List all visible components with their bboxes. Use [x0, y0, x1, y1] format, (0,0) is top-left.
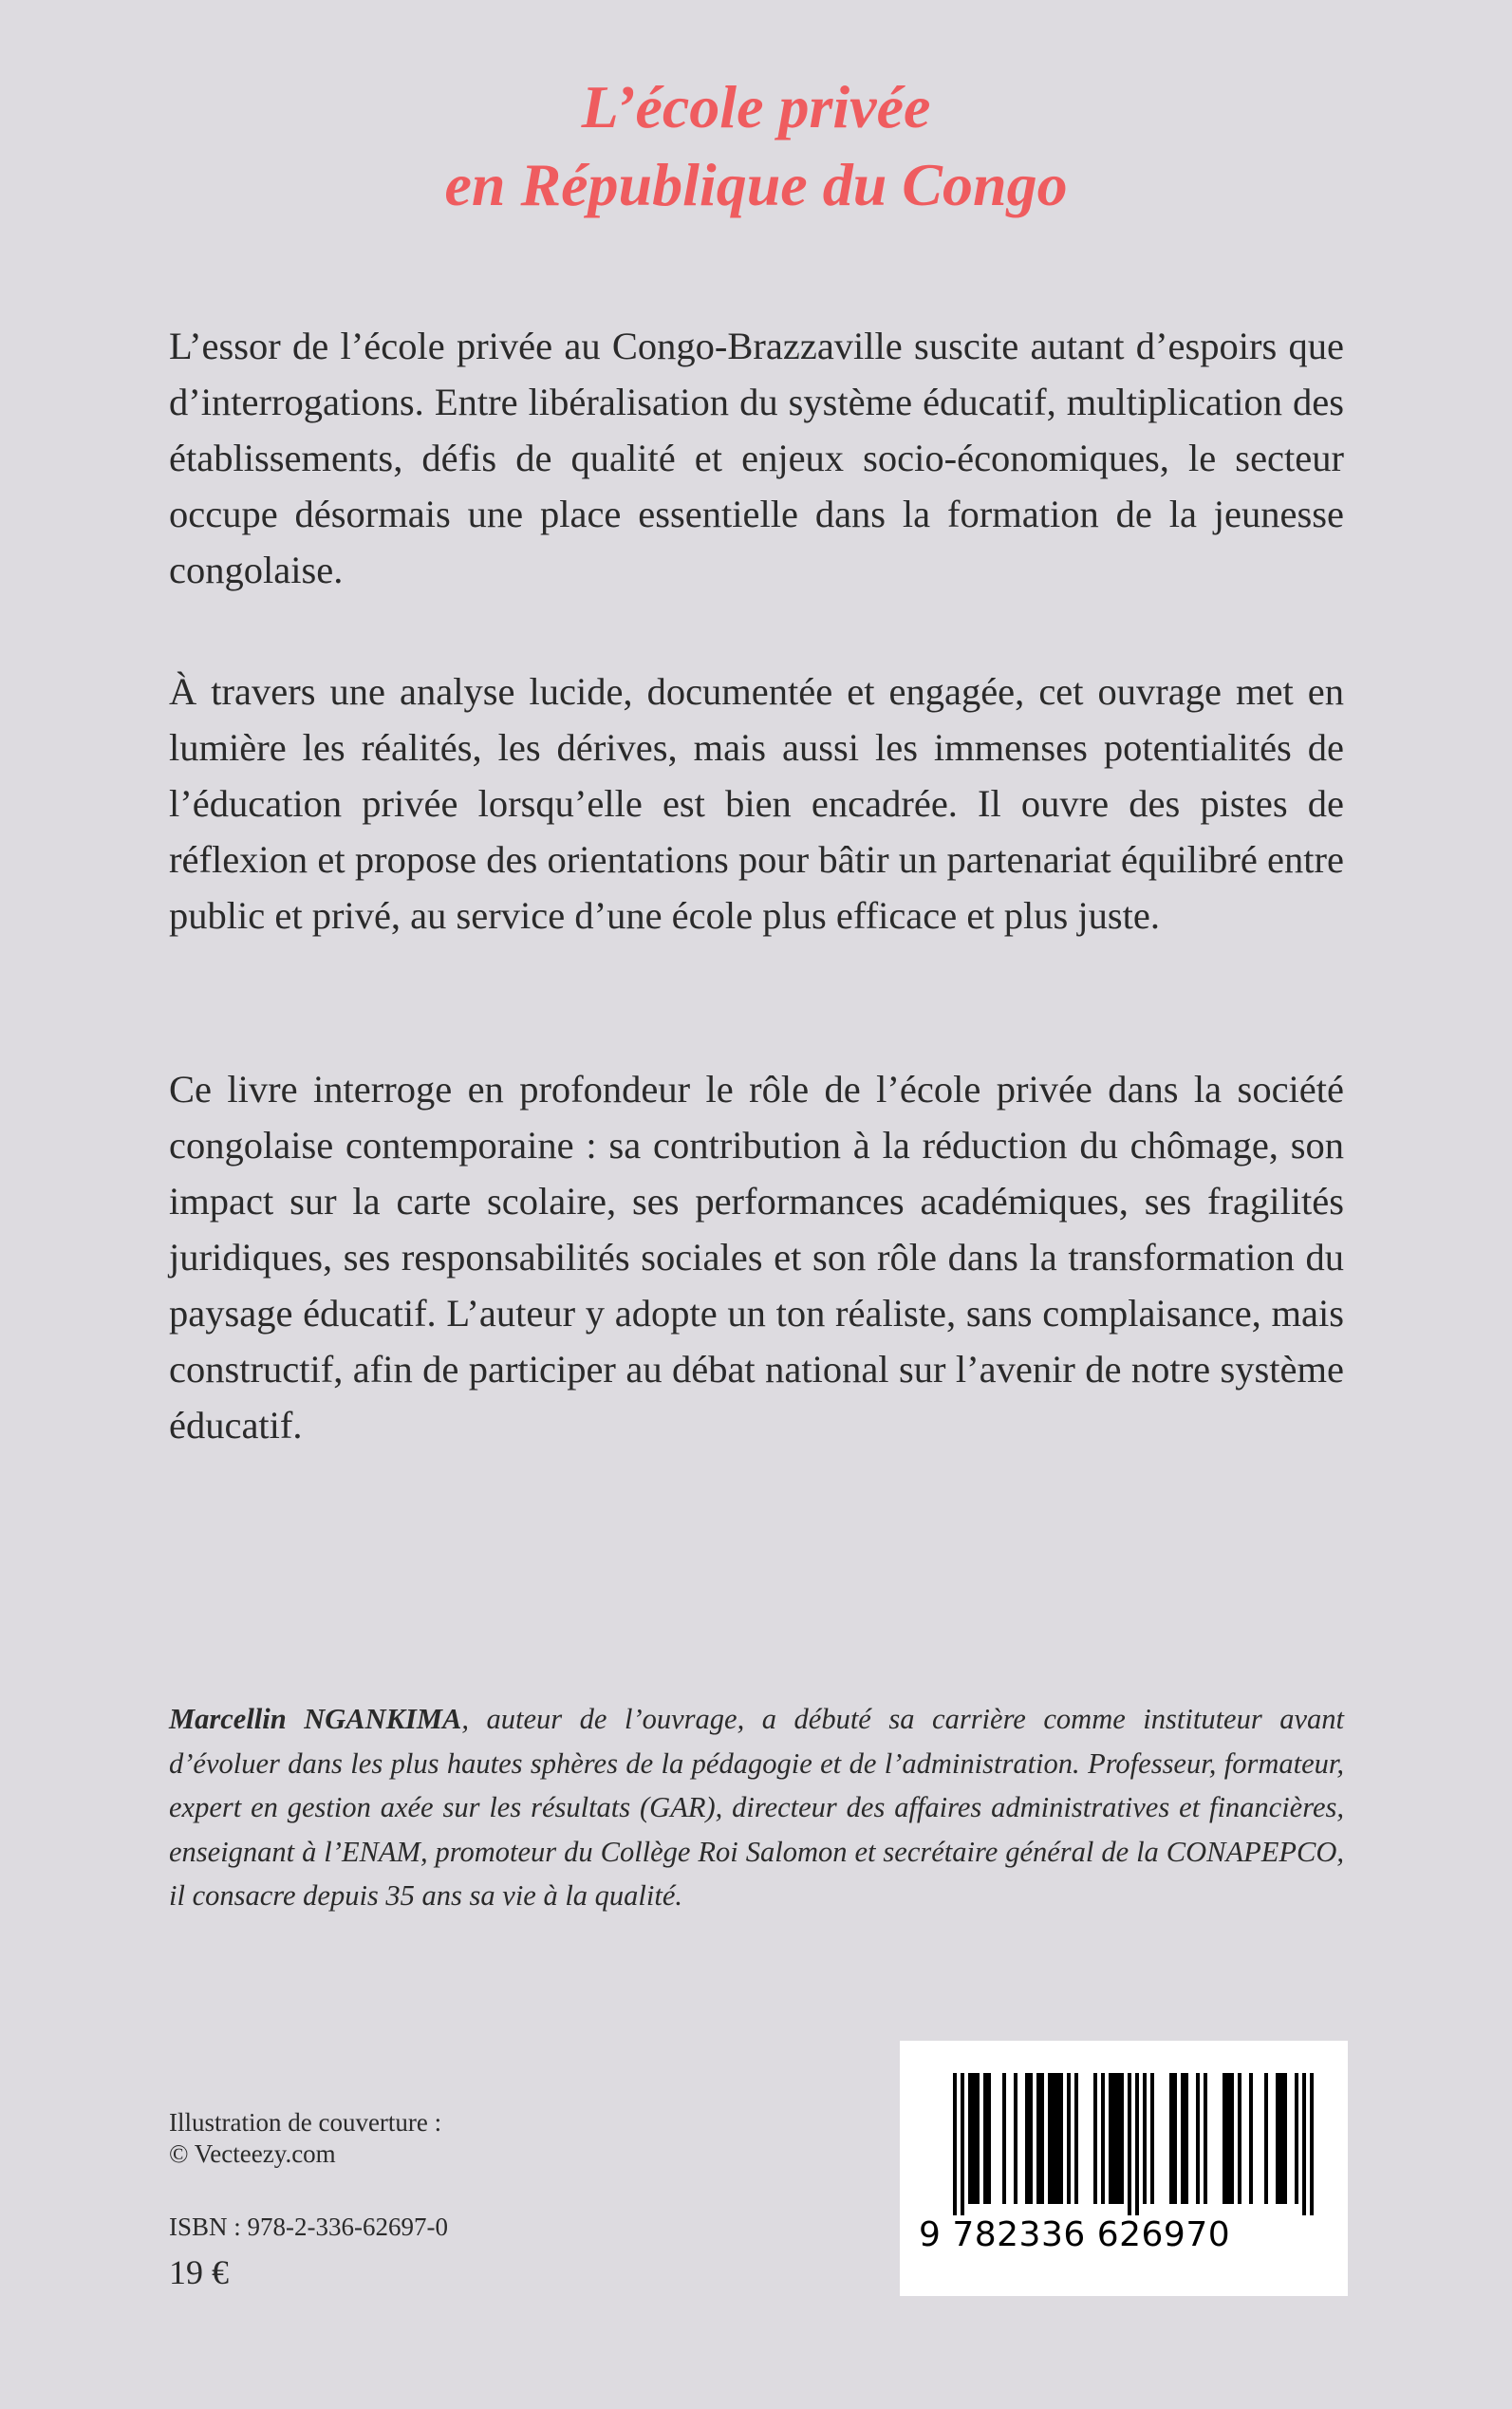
blurb-text-3: Ce livre interroge en profondeur le rôle de l’école privée dans la société congolaise contemporaine : sa contribution à la réduction du chômage, son impact sur la carte scolaire, ses performances académiques, ses fragilités juridiques, ses responsabilités sociales et son rôle dans la transformation du paysage éducatif. L’auteur y adopte un ton réaliste, sans complaisance, mais constructif, afin de participer au débat national sur l’avenir de notre système éducatif. — [169, 1068, 1344, 1447]
barcode-bar — [1173, 2073, 1177, 2204]
book-title — [0, 68, 1512, 224]
barcode-bar — [1238, 2073, 1241, 2204]
barcode-bar — [1014, 2073, 1017, 2204]
isbn: ISBN : 978-2-336-62697-0 — [169, 2213, 448, 2241]
barcode-bar — [987, 2073, 991, 2204]
barcode-bar — [1112, 2073, 1116, 2204]
barcode-bar — [1055, 2073, 1059, 2204]
barcode-bar — [1116, 2073, 1120, 2204]
barcode-bar — [1135, 2073, 1139, 2215]
barcode-bar — [1230, 2073, 1234, 2204]
barcode-bar — [1185, 2073, 1188, 2204]
blurb-paragraph-3 — [169, 1061, 1344, 1453]
barcode-bar — [1074, 2073, 1078, 2204]
barcode-bar — [1052, 2073, 1055, 2204]
barcode-bar — [1276, 2073, 1279, 2204]
barcode-digits: 9 782336 626970 — [919, 2215, 1231, 2254]
barcode-bar — [1279, 2073, 1283, 2204]
barcode-bar — [961, 2073, 964, 2215]
barcode-bar — [953, 2073, 957, 2215]
barcode-bar — [1223, 2073, 1226, 2204]
barcode-bar — [1150, 2073, 1154, 2204]
barcode-bar — [1169, 2073, 1173, 2204]
barcode-label — [900, 2041, 1348, 2296]
barcode-bar — [1093, 2073, 1097, 2204]
blurb-paragraph-2 — [169, 663, 1344, 943]
illustration-source: © Vecteezy.com — [169, 2139, 336, 2168]
barcode-bar — [1128, 2073, 1131, 2215]
barcode-bar — [1143, 2073, 1147, 2204]
barcode-bar — [972, 2073, 976, 2204]
barcode-bar — [1059, 2073, 1063, 2204]
barcode-bar — [1264, 2073, 1268, 2204]
barcode-bar — [1029, 2073, 1033, 2204]
barcode-bar — [1040, 2073, 1044, 2204]
barcode-bar — [1302, 2073, 1306, 2215]
author-name: Marcellin NGANKIMA — [169, 1703, 462, 1735]
barcode-bar — [1196, 2073, 1200, 2204]
barcode-bar — [1025, 2073, 1029, 2204]
price: 19 € — [169, 2253, 229, 2291]
illustration-credit — [169, 2107, 441, 2170]
barcode-bar — [1048, 2073, 1052, 2204]
barcode-bar — [968, 2073, 972, 2204]
barcode-bar — [1226, 2073, 1230, 2204]
barcode-bar — [1310, 2073, 1314, 2215]
barcode-bar — [1283, 2073, 1287, 2204]
illustration-label: Illustration de couverture : — [169, 2108, 442, 2137]
barcode-bar — [1295, 2073, 1298, 2204]
title-line-2: en République du Congo — [444, 151, 1068, 218]
barcode-bar — [1036, 2073, 1040, 2204]
blurb-text-1: L’essor de l’école privée au Congo-Brazzaville suscite autant d’espoirs que d’interrogations. Entre libéralisation du système éducatif, multiplication des établissements, défis de qualité et enjeux socio-économiques, le secteur occupe désormais une place essentielle dans la formation de la jeunesse congolaise. — [169, 325, 1344, 591]
barcode-bar — [976, 2073, 980, 2204]
barcode-bar — [1181, 2073, 1185, 2204]
blurb-paragraph-1 — [169, 318, 1344, 598]
barcode-graphic — [953, 2073, 1333, 2215]
barcode-bar — [1101, 2073, 1105, 2204]
barcode-bar — [1249, 2073, 1253, 2204]
barcode-bar — [1002, 2073, 1006, 2204]
author-bio-text: , auteur de l’ouvrage, a débuté sa carrière comme instituteur avant d’évoluer dans les plus hautes sphères de la pédagogie et de l’administration. Professeur, formateur, expert en gestion axée sur les résultats (GAR), directeur des affaires administratives et financières, enseignant à l’ENAM, promoteur du Collège Roi Salomon et secrétaire général de la CONAPEPCO, il consacre depuis 35 ans sa vie à la qualité. — [169, 1703, 1344, 1912]
barcode-bar — [1204, 2073, 1207, 2204]
barcode-bar — [1120, 2073, 1124, 2204]
title-line-1: L’école privée — [581, 73, 931, 140]
author-bio — [169, 1697, 1344, 1918]
blurb-text-2: À travers une analyse lucide, documentée et engagée, cet ouvrage met en lumière les réalités, les dérives, mais aussi les immenses potentialités de l’éducation privée lorsqu’elle est bien encadrée. Il ouvre des pistes de réflexion et propose des orientations pour bâtir un partenariat équilibré entre public et privé, au service d’une école plus efficace et plus juste. — [169, 670, 1344, 937]
barcode-bar — [983, 2073, 987, 2204]
barcode-bar — [1067, 2073, 1071, 2204]
barcode-bar — [1109, 2073, 1112, 2204]
